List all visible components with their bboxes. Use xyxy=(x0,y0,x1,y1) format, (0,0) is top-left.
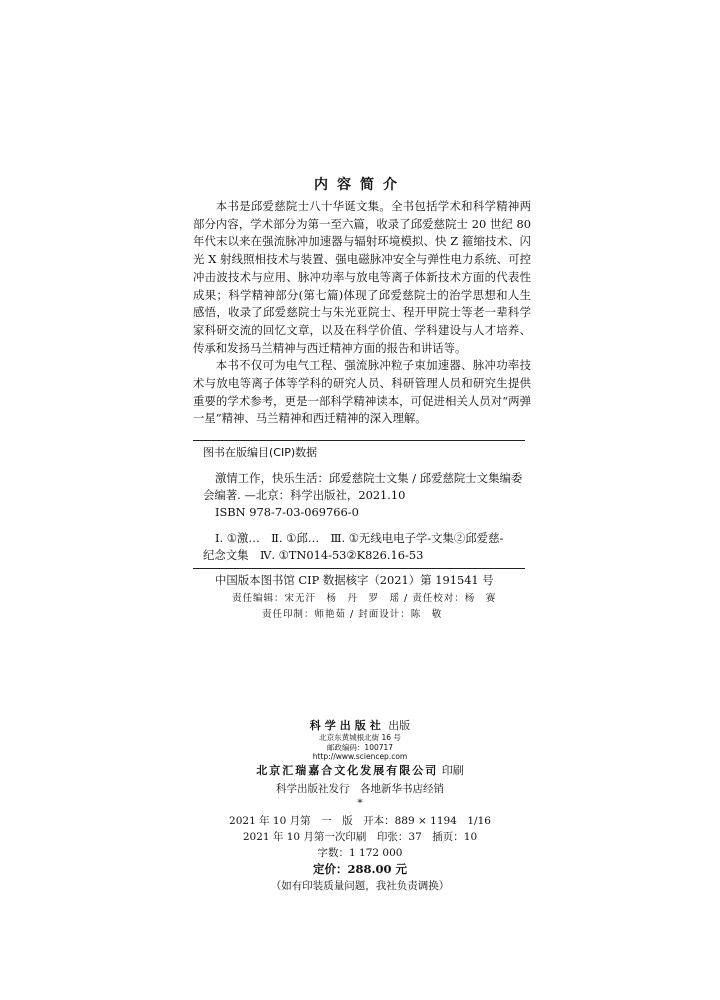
publisher-website: http://www.sciencep.com xyxy=(312,752,408,761)
price: 定价：288.00 元 xyxy=(312,862,407,876)
cip-heading: 图书在版编目(CIP)数据 xyxy=(203,446,318,459)
publisher-line xyxy=(0,717,720,733)
publisher-address: 北京东黄城根北街 16 号 xyxy=(319,733,401,742)
cip-isbn: ISBN 978-7-03-069766-0 xyxy=(215,505,359,519)
cip-classification-2: 纪念文集 Ⅳ. ①TN014-53②K826.16-53 xyxy=(203,548,424,562)
printer-line xyxy=(0,762,720,778)
cip-bottom-rule xyxy=(193,568,525,569)
page-title: 内容简介 xyxy=(314,177,406,193)
cip-record-number: 中国版本图书馆 CIP 数据核字（2021）第 191541 号 xyxy=(215,573,494,587)
publisher-name: 科学出版社 xyxy=(309,719,385,732)
intro-paragraph-1: 本书是邱爱慈院士八十华诞文集。全书包括学术和科学精神两部分内容，学术部分为第一至六篇，收录了邱爱慈院士 20 世纪 80 年代末以来在强流脉冲加速器与辐射环境模拟、快 Z 箍缩技术、闪光 X 射线照相技术与装置、强电磁脉冲安全与弹性电力系统、可控冲击波技术与应用、脉冲功率与放电等离子体新技术方面的代表性成果；科学精神部分(第七篇)体现了邱爱慈院士的治学思想和人生感悟，收录了邱爱慈院士与朱光亚院士、程开甲院士等老一辈科学家科研交流的回忆文章，以及在科学价值、学科建设与人才培养、传承和发扬马兰精神与西迁精神方面的报告和讲话等。 xyxy=(193,199,531,355)
word-count: 字数：1 172 000 xyxy=(317,847,403,859)
publisher-postcode: 邮政编码：100717 xyxy=(326,743,394,752)
quality-note: （如有印装质量问题，我社负责调换） xyxy=(270,880,450,892)
cip-line-1: 激情工作，快乐生活：邱爱慈院士文集 / 邱爱慈院士文集编委 xyxy=(215,471,523,485)
intro-paragraph-2: 本书不仅可为电气工程、强流脉冲粒子束加速器、脉冲功率技术与放电等离子体等学科的研究人员、科研管理人员和研究生提供重要的学术参考，更是一部科学精神读本，可促进相关人员对“两弹一星”精神、马兰精神和西迁精神的深入理解。 xyxy=(193,358,531,426)
cip-line-2: 会编著. —北京：科学出版社，2021.10 xyxy=(203,488,406,502)
printer-name: 北京汇瑞嘉合文化发展有限公司 xyxy=(256,764,439,777)
cip-classification-1: Ⅰ. ①激… Ⅱ. ①邱… Ⅲ. ①无线电电子学-文集②邱爱慈- xyxy=(215,531,504,545)
publisher-suffix: 出版 xyxy=(388,719,411,732)
edition-line-2: 2021 年 10 月第一次印刷 印张：37 插页：10 xyxy=(242,831,478,843)
editors-line-1: 责任编辑：宋无汗 杨 丹 罗 瑶 / 责任校对：杨 赛 xyxy=(232,593,497,604)
distribution-line: 科学出版社发行 各地新华书店经销 xyxy=(276,783,444,795)
printer-suffix: 印刷 xyxy=(441,764,464,777)
edition-line-1: 2021 年 10 月第 一 版 开本：889 × 1194 1/16 xyxy=(229,815,491,827)
cip-block xyxy=(215,470,522,488)
cip-top-rule xyxy=(193,440,525,441)
editors-line-2: 责任印制：师艳茹 / 封面设计：陈 敬 xyxy=(262,609,443,620)
separator-star: * xyxy=(357,797,363,809)
intro-section xyxy=(193,198,531,428)
